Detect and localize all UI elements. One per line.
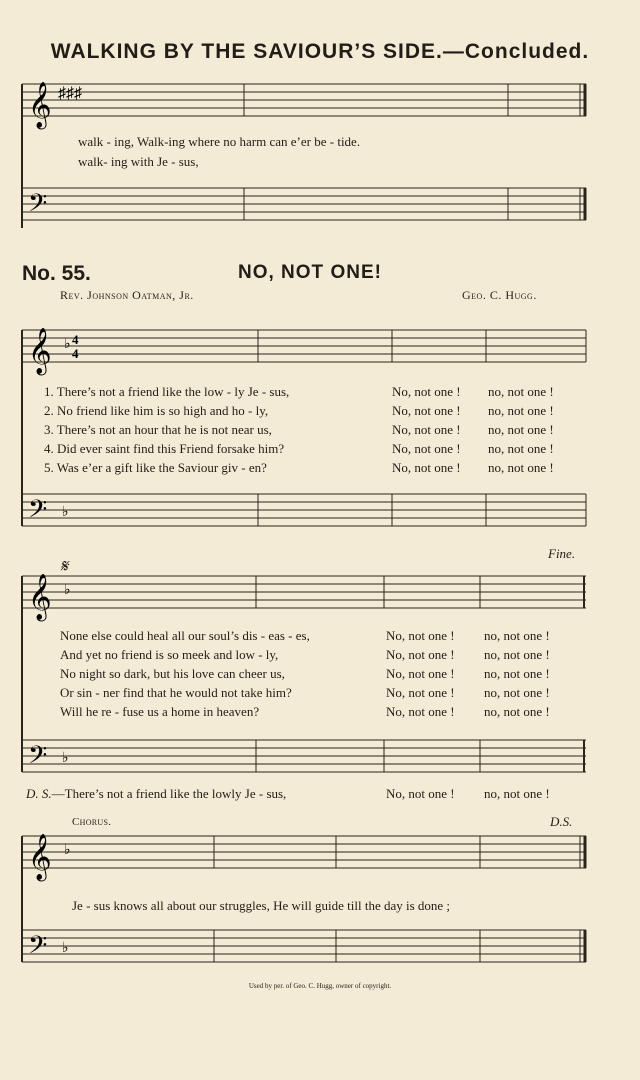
lyricist: Rev. Johnson Oatman, Jr. xyxy=(60,288,194,302)
refrain-b-1b: no, not one ! xyxy=(484,628,550,643)
fine-marker: Fine. xyxy=(548,546,576,561)
svg-text:4: 4 xyxy=(72,346,79,361)
refrain-a-1b: no, not one ! xyxy=(488,384,554,399)
svg-text:♭: ♭ xyxy=(62,751,69,766)
svg-text:♭: ♭ xyxy=(64,337,71,352)
refrain-b-2b: no, not one ! xyxy=(484,647,550,662)
svg-text:4: 4 xyxy=(72,332,79,347)
verse-b-5: Will he re - fuse us a home in heaven? xyxy=(60,704,260,719)
svg-text:♯♯♯: ♯♯♯ xyxy=(58,85,82,102)
ds-refrain-1: No, not one ! xyxy=(386,786,455,801)
verse-b-4: Or sin - ner find that he would not take him? xyxy=(60,685,292,700)
system-b-bass-staff xyxy=(0,740,640,780)
svg-text:♭: ♭ xyxy=(62,505,69,520)
system-b-treble-staff xyxy=(0,574,640,619)
refrain-a-2b: no, not one ! xyxy=(488,403,554,418)
chorus-label: Chorus. xyxy=(72,816,112,828)
svg-text:♭: ♭ xyxy=(64,843,71,858)
verse-a-4: 4. Did ever saint find this Friend forsake him? xyxy=(44,441,285,456)
refrain-b-2: No, not one ! xyxy=(386,647,455,662)
ds-text: —There’s not a friend like the lowly Je - sus, xyxy=(51,786,287,801)
refrain-a-3: No, not one ! xyxy=(392,422,461,437)
prev-bass-staff xyxy=(0,188,640,228)
bass-clef-icon: 𝄢 xyxy=(28,932,48,965)
chorus-lyric: Je - sus knows all about our struggles, He will guide till the day is done ; xyxy=(72,898,451,913)
bass-clef-icon: 𝄢 xyxy=(28,742,48,775)
composer: Geo. C. Hugg. xyxy=(462,288,537,302)
refrain-a-1: No, not one ! xyxy=(392,384,461,399)
system-a-treble-staff xyxy=(0,328,640,373)
verse-a-5: 5. Was e’er a gift like the Saviour giv - en? xyxy=(44,460,267,475)
chorus-treble-staff xyxy=(0,834,640,879)
refrain-b-4b: no, not one ! xyxy=(484,685,550,700)
prev-lyric-line2: walk- ing with Je - sus, xyxy=(78,154,199,169)
ds-refrain-2: no, not one ! xyxy=(484,786,550,801)
verse-a-2: 2. No friend like him is so high and ho - ly, xyxy=(44,403,269,418)
refrain-b-4: No, not one ! xyxy=(386,685,455,700)
copyright-footer: Used by per. of Geo. C. Hugg, owner of copyright. xyxy=(248,982,392,990)
refrain-a-5: No, not one ! xyxy=(392,460,461,475)
refrain-b-1: No, not one ! xyxy=(386,628,455,643)
refrain-a-3b: no, not one ! xyxy=(488,422,554,437)
refrain-a-4: No, not one ! xyxy=(392,441,461,456)
treble-clef-icon: 𝄞 xyxy=(28,328,52,373)
svg-text:♭: ♭ xyxy=(64,583,71,598)
bass-clef-icon: 𝄢 xyxy=(28,190,48,223)
verse-a-1: 1. There’s not a friend like the low - ly Je - sus, xyxy=(44,384,290,399)
verse-b-2: And yet no friend is so meek and low - ly, xyxy=(60,647,279,662)
refrain-a-2: No, not one ! xyxy=(392,403,461,418)
song-title: NO, NOT ONE! xyxy=(238,262,382,283)
refrain-a-4b: no, not one ! xyxy=(488,441,554,456)
page-title: WALKING BY THE SAVIOUR’S SIDE.—Concluded. xyxy=(50,40,590,63)
segno-icon: 𝄋 xyxy=(60,556,68,576)
treble-clef-icon: 𝄞 xyxy=(28,82,52,127)
refrain-b-3: No, not one ! xyxy=(386,666,455,681)
treble-clef-icon: 𝄞 xyxy=(28,574,52,619)
refrain-b-5: No, not one ! xyxy=(386,704,455,719)
song-number: No. 55. xyxy=(22,262,91,285)
refrain-b-5b: no, not one ! xyxy=(484,704,550,719)
verse-b-3: No night so dark, but his love can cheer us, xyxy=(60,666,285,681)
svg-text:♭: ♭ xyxy=(62,941,69,956)
ds-label: D. S. xyxy=(26,786,52,801)
refrain-b-3b: no, not one ! xyxy=(484,666,550,681)
bass-clef-icon: 𝄢 xyxy=(28,496,48,529)
verse-b-1: None else could heal all our soul’s dis - eas - es, xyxy=(60,628,310,643)
verse-a-3: 3. There’s not an hour that he is not near us, xyxy=(44,422,272,437)
system-a-bass-staff xyxy=(0,494,640,534)
prev-lyric-line1: walk - ing, Walk-ing where no harm can e’er be - tide. xyxy=(78,134,361,149)
treble-clef-icon: 𝄞 xyxy=(28,834,52,879)
chorus-ds-marker: D.S. xyxy=(550,814,573,829)
chorus-bass-staff xyxy=(0,930,640,970)
refrain-a-5b: no, not one ! xyxy=(488,460,554,475)
